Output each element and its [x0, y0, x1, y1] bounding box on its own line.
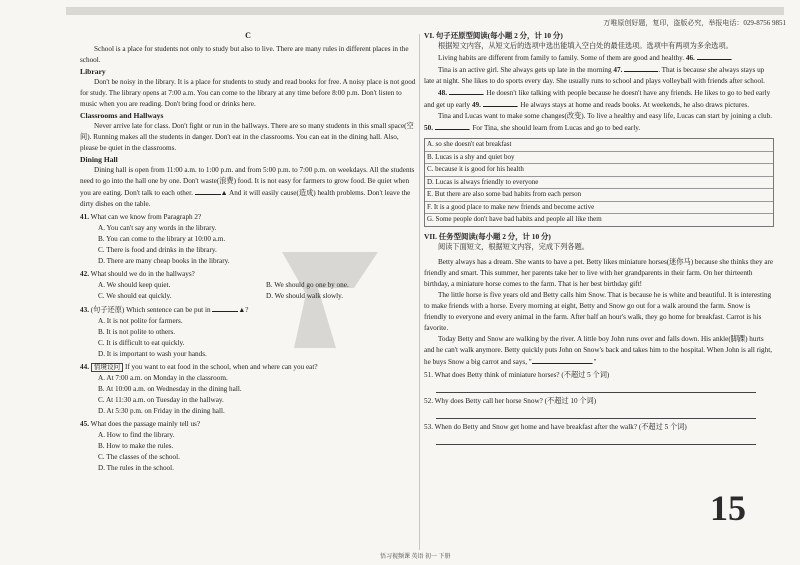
section-7-title: VII. 任务型阅读(每小题 2 分，计 10 分) — [424, 231, 551, 241]
option-a[interactable]: A. How to find the library. — [98, 431, 175, 439]
habits-paragraph-4: Tina and Lucas want to make some changes(改变). To live a healthy and easy life, Lucas can start by joining a club. 50. . For Tina, she should learn from Lucas and go to bed early. — [424, 112, 773, 132]
story-paragraph-2: The little horse is five years old and Betty calls him Snow. That is because he is white and beautiful. It is interesting to make friends with a horse. Every morning at eight, Betty and Snow go out for a walk around the farm. Snow is friendly to everyone and every animal in the farm. After half an hour's walk, they go home for breakfast. Carrot is his favorite. — [424, 290, 772, 332]
question-44 — [80, 362, 416, 417]
question-text: What can we know from Paragraph 2? — [90, 213, 202, 221]
answer-blank-46[interactable] — [697, 52, 731, 60]
answer-blank-47[interactable] — [624, 64, 658, 72]
option-c[interactable]: C. We should eat quickly. — [98, 292, 172, 300]
habits-paragraph-1: Living habits are different from family to family. Some of them are good and healthy. 46. . — [438, 54, 733, 62]
question-number: 44. — [80, 363, 89, 371]
question-text: What should we do in the hallways? — [90, 270, 195, 278]
blank-number-50: 50. — [424, 124, 433, 132]
paragraph-text: He doesn't like talking with people because he doesn't have any friends. He likes to go to bed early and get up early — [424, 89, 771, 109]
paragraph-text: Tina and Lucas want to make some changes(改变). To live a healthy and easy life, Lucas can start by joining a club. — [438, 112, 773, 120]
option-c[interactable]: C. It is difficult to eat quickly. — [98, 339, 185, 347]
option-a[interactable]: A. At 7:00 a.m. on Monday in the classroom. — [98, 374, 228, 382]
question-number: 42. — [80, 270, 89, 278]
choice-b[interactable]: B. Lucas is a shy and quiet boy — [425, 152, 773, 165]
option-c[interactable]: C. The classes of the school. — [98, 453, 180, 461]
header-copyright-note: 万唯原创好题，复印，盗版必究，举报电话：029-8756 9851 — [603, 19, 786, 27]
question-43 — [80, 304, 416, 360]
right-column — [424, 30, 774, 448]
question-42 — [80, 269, 416, 302]
option-d[interactable]: D. We should walk slowly. — [266, 292, 344, 300]
question-mark: ? — [245, 306, 249, 314]
answer-blank-49[interactable] — [483, 99, 517, 107]
question-number: 41. — [80, 213, 89, 221]
blank-number-48: 48. — [438, 89, 447, 97]
choice-a[interactable]: A. so she doesn't eat breakfast — [425, 139, 773, 152]
option-a[interactable]: A. You can't say any words in the library. — [98, 224, 217, 232]
footer-text: 悟习视频课 英语 初一 下册 — [380, 554, 451, 560]
paragraph-text: That is because she always stays up late at night. She likes to do sports every day. She usually runs to school and plays volleyball with friends after school. — [424, 66, 765, 85]
top-gray-band — [66, 7, 784, 15]
column-divider — [419, 34, 420, 550]
triangle-marker-icon: ▲ — [238, 306, 246, 314]
option-b[interactable]: B. At 10:00 a.m. on Wednesday in the dining hall. — [98, 385, 242, 393]
choice-f[interactable]: F. It is a good place to make new friends and become active — [425, 202, 773, 215]
option-c[interactable]: C. There is food and drinks in the library. — [98, 246, 217, 254]
left-column — [80, 30, 416, 474]
question-number: 43. — [80, 306, 89, 314]
paragraph-text: He always stays at home and reads books. At weekends, he also draws pictures. — [520, 101, 750, 109]
choice-e[interactable]: E. But there are also some bad habits from each person — [425, 189, 773, 202]
paragraph-text: Today Betty and Snow are walking by the river. A little boy John runs over and falls down. His ankle(脚踝) hurts and he can't walk anymore. Betty quickly puts John on Snow's back and takes him to the hospital. When John is all right, he buys Snow a big carrot and says, " — [424, 334, 773, 366]
options-box — [424, 138, 774, 227]
paragraph-dining — [80, 165, 416, 210]
option-a[interactable]: A. It is not polite for farmers. — [98, 317, 183, 325]
paragraph-classrooms: Never arrive late for class. Don't fight or run in the hallways. There are so many students in this small space(空间). Running makes all the students in danger. Don't eat in the classrooms. You can eat in the dining hall. Also, please be quiet in the classrooms. — [80, 122, 414, 152]
triangle-marker-icon: ▲ — [220, 189, 228, 197]
choice-c[interactable]: C. because it is good for his health — [425, 164, 773, 177]
paragraph-text: Living habits are different from family to family. Some of them are good and healthy. — [438, 54, 685, 62]
option-b[interactable]: B. We should go one by one. — [266, 281, 349, 289]
gap-blank[interactable] — [195, 187, 221, 195]
heading-classrooms: Classrooms and Hallways — [80, 111, 164, 120]
question-45 — [80, 419, 416, 474]
blank-number-46: 46. — [685, 54, 695, 62]
option-d[interactable]: D. At 5:30 p.m. on Friday in the dining hall. — [98, 407, 225, 415]
question-text: (句子还原) Which sentence can be put in — [90, 306, 211, 314]
story-paragraph-1: Betty always has a dream. She wants to have a pet. Betty likes miniature horses(迷你马) because she thinks they are friendly and smart. This summer, her parents take her to live with her grandparents in their farm. On her thirteenth birthday, a miniature horse comes to the farm. That is her best birthday gift! — [424, 257, 774, 288]
answer-blank-50[interactable] — [435, 122, 469, 130]
paragraph-library: Don't be noisy in the library. It is a place for students to study and read books for free. A noisy place is not good for study. The library opens at 7:00 a.m. You can come to the library at any time before 8:00 p.m. Don't listen to music when you are reading. Don't bring food or drinks here. — [80, 78, 416, 108]
option-b[interactable]: B. How to make the rules. — [98, 442, 174, 450]
heading-dining: Dining Hall — [80, 155, 118, 164]
question-number: 45. — [80, 420, 89, 428]
question-text: If you want to eat food in the school, when and where can you eat? — [124, 363, 318, 371]
question-tag-badge: 情境设问 — [91, 363, 123, 372]
option-d[interactable]: D. It is important to wash your hands. — [98, 350, 207, 358]
question-53: 53. When do Betty and Snow get home and have breakfast after the walk? (不超过 5 个词) — [424, 422, 687, 431]
story-paragraph-3 — [424, 334, 774, 368]
page-number: 15 — [710, 488, 746, 528]
blank-number-47: 47. — [613, 66, 623, 74]
option-b[interactable]: B. You can come to the library at 10:00 a.m. — [98, 235, 226, 243]
option-d[interactable]: D. There are many cheap books in the library. — [98, 257, 230, 265]
section-6-instructions: 根据短文内容，从短文后的选项中选出能填入空白处的最佳选项。选项中有两项为多余选项。 — [438, 42, 733, 50]
option-a[interactable]: A. We should keep quiet. — [98, 281, 171, 289]
heading-library: Library — [80, 67, 106, 76]
section-6-title: VI. 句子还原型阅读(每小题 2 分，计 10 分) — [424, 31, 563, 40]
choice-d[interactable]: D. Lucas is always friendly to everyone — [425, 177, 773, 190]
paragraph-text: Tina is an active girl. She always gets up late in the morning — [438, 66, 612, 74]
option-b[interactable]: B. It is not polite to others. — [98, 328, 176, 336]
question-41 — [80, 212, 416, 267]
dining-text-b: And it will easily cause(造成) health problems. Don't leave the dirty dishes on the table. — [80, 189, 411, 208]
question-text: What does the passage mainly tell us? — [90, 420, 201, 428]
answer-line-52[interactable] — [436, 409, 756, 419]
habits-paragraph-2: Tina is an active girl. She always gets up late in the morning 47. . That is because she always stays up late at night. She likes to do sports every day. She usually runs to school and plays volleyball with friends after school. — [424, 66, 765, 85]
option-d[interactable]: D. The rules in the school. — [98, 464, 174, 472]
option-c[interactable]: C. At 11:30 a.m. on Tuesday in the hallway. — [98, 396, 224, 404]
blank-number-49: 49. — [471, 101, 481, 109]
dining-text-a: Dining hall is open from 11:00 a.m. to 1:00 p.m. and from 5:00 p.m. to 7:00 p.m. on weekdays. All the students need to go into the hall one by one. Don't waste(浪费) food. It is not easy for farmers to grow food. Be quiet when you are eating. Don't talk to each other. — [80, 166, 415, 197]
gap-blank — [212, 304, 238, 312]
paragraph-end: ." — [591, 357, 597, 366]
answer-blank-48[interactable] — [449, 87, 483, 95]
answer-line-51[interactable] — [436, 383, 756, 393]
question-51: 51. What does Betty think of miniature horses? (不超过 5 个词) — [424, 370, 610, 379]
passage-letter: C — [245, 31, 251, 40]
section-7-instructions: 阅读下面短文，根据短文内容，完成下列各题。 — [438, 242, 589, 251]
habits-paragraph-3: 48. . He doesn't like talking with people because he doesn't have any friends. He likes to go to bed early and get up early 49. . He always stays at home and reads books. At weekends, he also draws pictures. — [424, 89, 771, 109]
question-52: 52. Why does Betty call her horse Snow? (不超过 10 个词) — [424, 396, 597, 405]
passage-intro: School is a place for students not only to study but also to live. There are many rules in different places in the school. — [80, 45, 409, 64]
answer-line-53[interactable] — [436, 435, 756, 445]
paragraph-text: For Tina, she should learn from Lucas and go to bed early. — [472, 124, 641, 132]
story-blank[interactable] — [532, 356, 592, 364]
choice-g[interactable]: G. Some people don't have bad habits and people all like them — [427, 215, 602, 223]
